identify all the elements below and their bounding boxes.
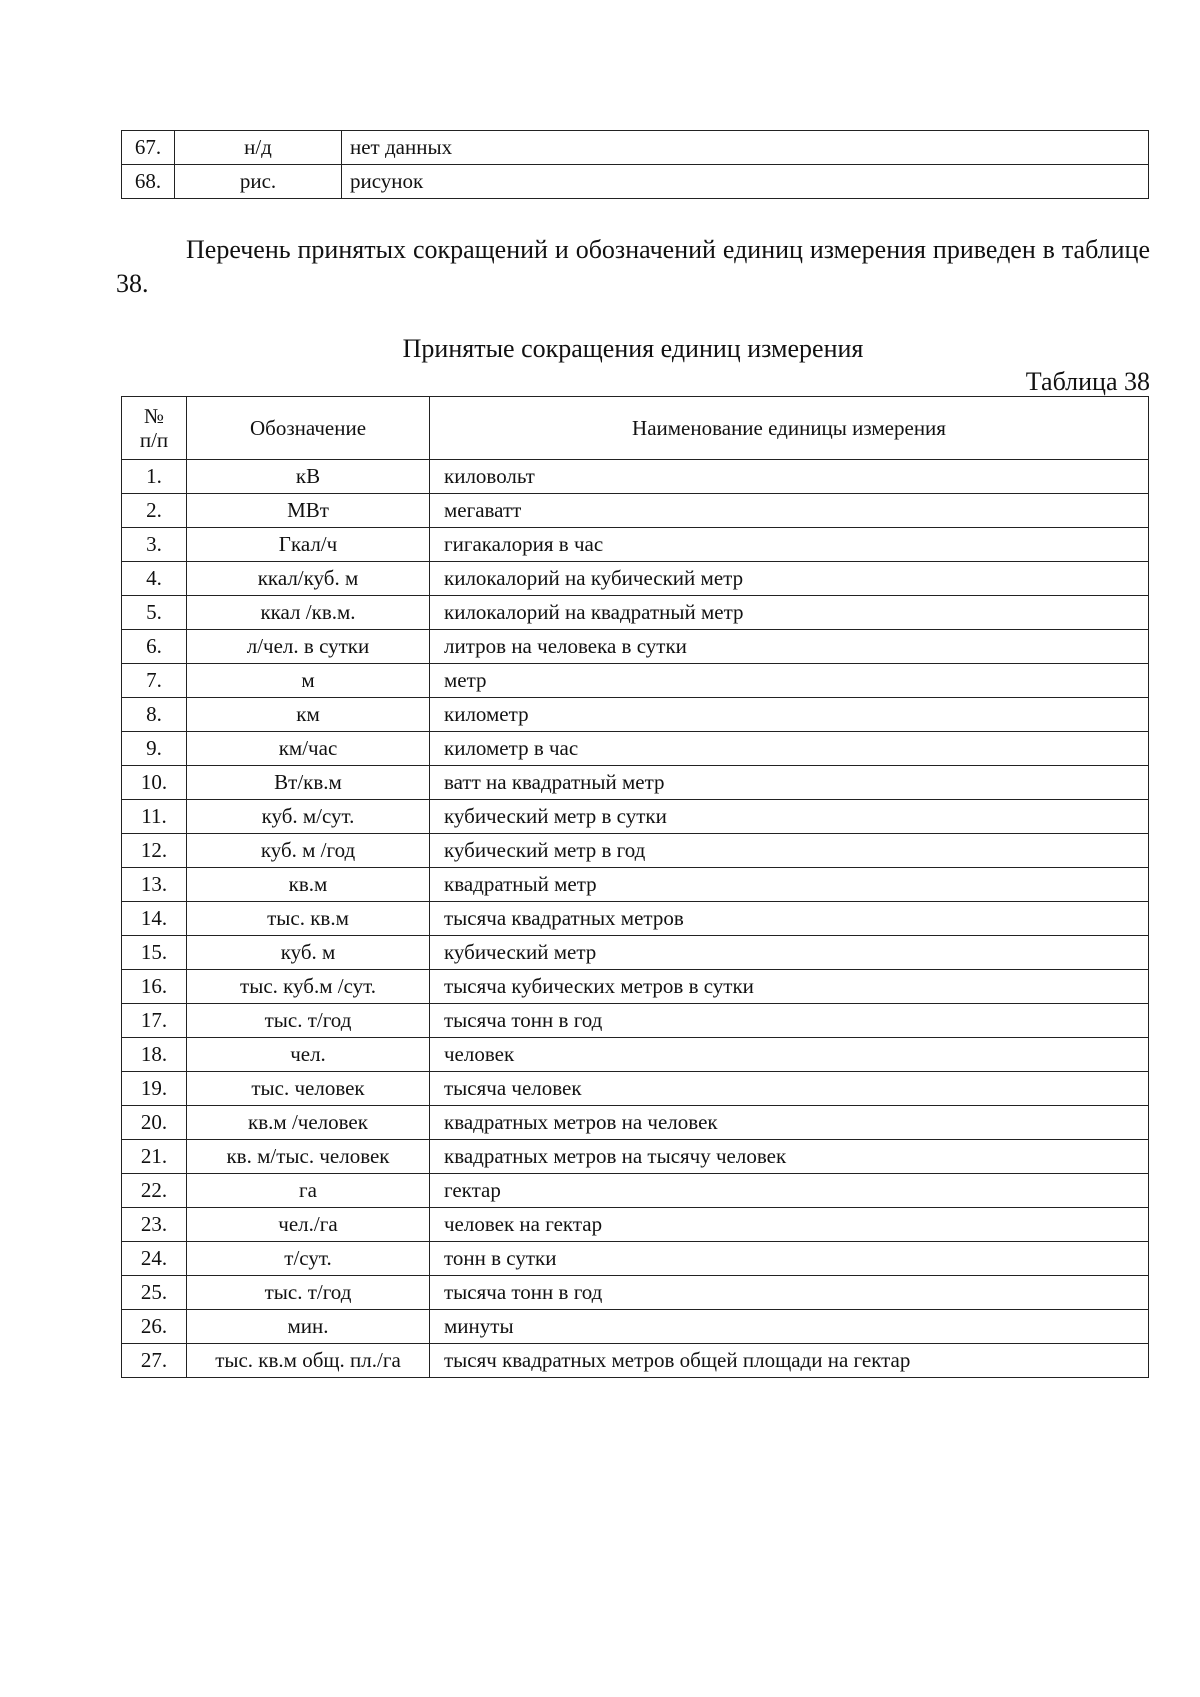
row-number: 26.	[122, 1310, 187, 1344]
table-row	[122, 868, 1149, 902]
row-abbreviation: чел.	[187, 1038, 430, 1072]
table-row	[122, 1310, 1149, 1344]
row-unit-name: тысяча тонн в год	[430, 1004, 1149, 1038]
row-unit-name: квадратный метр	[430, 868, 1149, 902]
header-number-pp: п/п	[139, 428, 169, 452]
row-unit-name: тысяча квадратных метров	[430, 902, 1149, 936]
row-abbreviation: куб. м/сут.	[187, 800, 430, 834]
table-row	[122, 766, 1149, 800]
row-abbreviation: т/сут.	[187, 1242, 430, 1276]
row-number: 17.	[122, 1004, 187, 1038]
row-abbreviation: МВт	[187, 494, 430, 528]
row-number: 68.	[122, 165, 175, 199]
table-number: Таблица 38	[1025, 367, 1150, 396]
row-abbreviation: тыс. т/год	[187, 1276, 430, 1310]
previous-table-body	[122, 131, 1149, 199]
row-unit-name: километр в час	[430, 732, 1149, 766]
header-number-symbol: №	[143, 404, 165, 428]
table-row	[122, 1174, 1149, 1208]
row-abbreviation: мин.	[187, 1310, 430, 1344]
table-row	[122, 165, 1149, 199]
table-row	[122, 1106, 1149, 1140]
table-row	[122, 460, 1149, 494]
row-abbreviation: кв.м /человек	[187, 1106, 430, 1140]
table-row	[122, 664, 1149, 698]
table-row	[122, 732, 1149, 766]
row-number: 1.	[122, 460, 187, 494]
table-row	[122, 1072, 1149, 1106]
row-number: 12.	[122, 834, 187, 868]
row-number: 67.	[122, 131, 175, 165]
row-abbreviation: тыс. человек	[187, 1072, 430, 1106]
row-unit-name: квадратных метров на тысячу человек	[430, 1140, 1149, 1174]
row-abbreviation: тыс. кв.м	[187, 902, 430, 936]
row-number: 7.	[122, 664, 187, 698]
row-abbreviation: чел./га	[187, 1208, 430, 1242]
table-row	[122, 970, 1149, 1004]
row-number: 3.	[122, 528, 187, 562]
row-unit-name: тысяча тонн в год	[430, 1276, 1149, 1310]
row-unit-name: тысяч квадратных метров общей площади на гектар	[430, 1344, 1149, 1378]
row-unit-name: тысяча кубических метров в сутки	[430, 970, 1149, 1004]
row-unit-name: литров на человека в сутки	[430, 630, 1149, 664]
row-unit-name: гектар	[430, 1174, 1149, 1208]
row-unit-name: кубический метр в сутки	[430, 800, 1149, 834]
row-number: 19.	[122, 1072, 187, 1106]
intro-paragraph: Перечень принятых сокращений и обозначений единиц измерения приведен в таблице 38.	[116, 235, 1150, 298]
row-number: 20.	[122, 1106, 187, 1140]
row-number: 21.	[122, 1140, 187, 1174]
table-row	[122, 1276, 1149, 1310]
row-unit-name: кубический метр	[430, 936, 1149, 970]
table-row	[122, 528, 1149, 562]
units-table-body	[122, 460, 1149, 1378]
table-row	[122, 902, 1149, 936]
row-unit-name: ватт на квадратный метр	[430, 766, 1149, 800]
row-number: 24.	[122, 1242, 187, 1276]
table-row	[122, 131, 1149, 165]
row-abbreviation: Вт/кв.м	[187, 766, 430, 800]
row-unit-name: квадратных метров на человек	[430, 1106, 1149, 1140]
row-number: 18.	[122, 1038, 187, 1072]
table-row	[122, 800, 1149, 834]
header-number	[122, 397, 187, 460]
table-row	[122, 1038, 1149, 1072]
row-number: 9.	[122, 732, 187, 766]
row-number: 13.	[122, 868, 187, 902]
row-number: 25.	[122, 1276, 187, 1310]
row-unit-name: кубический метр в год	[430, 834, 1149, 868]
table-row	[122, 1344, 1149, 1378]
table-row	[122, 1242, 1149, 1276]
row-abbreviation: кв.м	[187, 868, 430, 902]
table-row	[122, 630, 1149, 664]
row-abbreviation: тыс. т/год	[187, 1004, 430, 1038]
row-number: 8.	[122, 698, 187, 732]
table-row	[122, 1208, 1149, 1242]
table-title: Принятые сокращения единиц измерения	[402, 334, 864, 363]
header-abbreviation: Обозначение	[187, 397, 430, 460]
row-unit-name: человек	[430, 1038, 1149, 1072]
row-number: 23.	[122, 1208, 187, 1242]
row-number: 27.	[122, 1344, 187, 1378]
units-table-header	[122, 397, 1149, 460]
row-abbreviation: м	[187, 664, 430, 698]
row-abbreviation: тыс. куб.м /сут.	[187, 970, 430, 1004]
row-unit-name: нет данных	[342, 131, 1149, 165]
row-abbreviation: кВ	[187, 460, 430, 494]
row-abbreviation: ккал/куб. м	[187, 562, 430, 596]
previous-abbreviations-table	[121, 130, 1149, 199]
table-row	[122, 1140, 1149, 1174]
row-unit-name: килокалорий на квадратный метр	[430, 596, 1149, 630]
row-unit-name: мегаватт	[430, 494, 1149, 528]
row-number: 5.	[122, 596, 187, 630]
table-row	[122, 834, 1149, 868]
table-row	[122, 1004, 1149, 1038]
row-unit-name: тысяча человек	[430, 1072, 1149, 1106]
row-unit-name: минуты	[430, 1310, 1149, 1344]
row-number: 22.	[122, 1174, 187, 1208]
row-abbreviation: га	[187, 1174, 430, 1208]
table-row	[122, 562, 1149, 596]
row-unit-name: тонн в сутки	[430, 1242, 1149, 1276]
row-abbreviation: л/чел. в сутки	[187, 630, 430, 664]
row-abbreviation: км/час	[187, 732, 430, 766]
row-number: 4.	[122, 562, 187, 596]
row-unit-name: килокалорий на кубический метр	[430, 562, 1149, 596]
row-number: 14.	[122, 902, 187, 936]
row-number: 6.	[122, 630, 187, 664]
row-abbreviation: рис.	[175, 165, 342, 199]
row-abbreviation: км	[187, 698, 430, 732]
row-unit-name: киловольт	[430, 460, 1149, 494]
table-row	[122, 494, 1149, 528]
row-abbreviation: кв. м/тыс. человек	[187, 1140, 430, 1174]
row-abbreviation: ккал /кв.м.	[187, 596, 430, 630]
table-row	[122, 596, 1149, 630]
table-row	[122, 936, 1149, 970]
table-row	[122, 698, 1149, 732]
row-number: 16.	[122, 970, 187, 1004]
row-number: 15.	[122, 936, 187, 970]
row-unit-name: рисунок	[342, 165, 1149, 199]
row-abbreviation: куб. м /год	[187, 834, 430, 868]
row-abbreviation: куб. м	[187, 936, 430, 970]
row-unit-name: километр	[430, 698, 1149, 732]
row-unit-name: гигакалория в час	[430, 528, 1149, 562]
header-unit-name: Наименование единицы измерения	[430, 397, 1149, 460]
row-abbreviation: н/д	[175, 131, 342, 165]
row-abbreviation: тыс. кв.м общ. пл./га	[187, 1344, 430, 1378]
row-abbreviation: Гкал/ч	[187, 528, 430, 562]
header-row	[122, 397, 1149, 460]
row-unit-name: человек на гектар	[430, 1208, 1149, 1242]
units-table	[121, 396, 1149, 1378]
row-unit-name: метр	[430, 664, 1149, 698]
row-number: 11.	[122, 800, 187, 834]
row-number: 10.	[122, 766, 187, 800]
row-number: 2.	[122, 494, 187, 528]
